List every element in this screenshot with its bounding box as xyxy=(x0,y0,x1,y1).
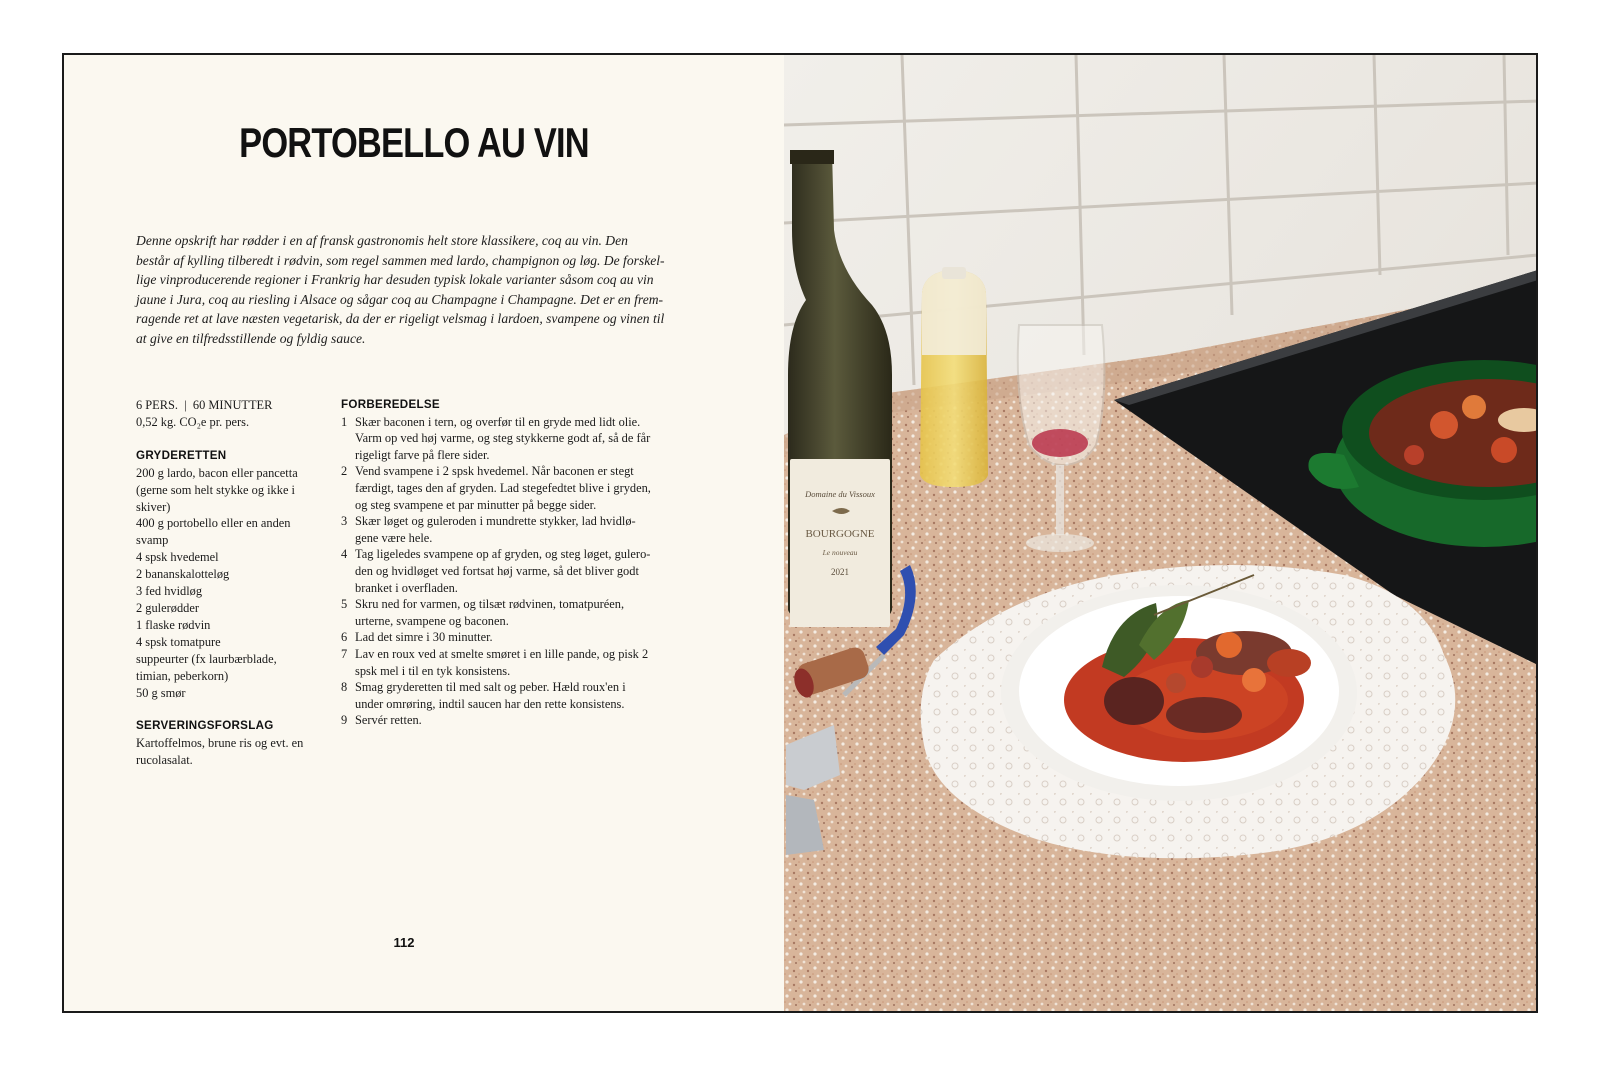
intro-line: jaune i Jura, coq au riesling i Alsace og sågar coq au Champagne i Champagne. Det er en frem- xyxy=(136,291,664,307)
step-line: Lav en roux ved at smelte smøret i en lille pande, og pisk 2 xyxy=(355,646,649,661)
ingredient-line: 1 flaske rødvin xyxy=(136,617,211,632)
ingredient-list xyxy=(136,465,336,702)
step-text xyxy=(355,629,493,646)
prep-heading: FORBEREDELSE xyxy=(341,398,440,411)
step-line: branket i overfladen. xyxy=(355,580,458,595)
recipe-title: PORTOBELLO AU VIN xyxy=(239,119,589,166)
intro-line: at give en tilfredsstillende og fyldig sauce. xyxy=(136,330,366,346)
intro-line: består af kylling tilberedt i rødvin, som regel sammen med lardo, champignon og løg. De forskel- xyxy=(136,252,665,268)
oil-bottle xyxy=(920,267,988,487)
prep-step xyxy=(341,463,681,513)
recipe-page xyxy=(64,55,802,1011)
step-number: 5 xyxy=(341,597,348,612)
step-line: den og hvidløget ved fortsat høj varme, så det bliver godt xyxy=(355,563,639,578)
step-line: Vend svampene i 2 spsk hvedemel. Når baconen er stegt xyxy=(355,464,634,479)
prep-step xyxy=(341,546,681,596)
step-text xyxy=(355,596,624,629)
prep-step xyxy=(341,712,681,729)
step-number: 6 xyxy=(341,630,348,645)
step-line: gene være hele. xyxy=(355,530,433,545)
step-text xyxy=(355,712,422,729)
book-spread xyxy=(62,53,1538,1013)
step-line: Skru ned for varmen, og tilsæt rødvinen, tomatpuréen, xyxy=(355,597,625,612)
label-year: 2021 xyxy=(831,567,849,577)
ingredient-line: 400 g portobello eller en anden xyxy=(136,516,291,531)
step-number: 1 xyxy=(341,414,348,429)
step-text xyxy=(355,513,636,546)
step-line: Skær løget og guleroden i mundrette stykker, lad hvidlø- xyxy=(355,514,636,529)
step-text xyxy=(355,546,650,596)
step-number: 9 xyxy=(341,713,348,728)
dish-photo xyxy=(784,55,1538,1011)
prep-step xyxy=(341,596,681,629)
ingredient-line: 200 g lardo, bacon eller pancetta xyxy=(136,465,298,480)
ingredient-line: 2 gulerødder xyxy=(136,600,199,615)
ingredient-line: 50 g smør xyxy=(136,685,186,700)
step-text xyxy=(355,679,626,712)
prep-step xyxy=(341,513,681,546)
step-line: Varm op ved høj varme, og steg stykkerne godt af, så de får xyxy=(355,431,651,446)
step-number: 4 xyxy=(341,547,348,562)
prep-step xyxy=(341,414,681,464)
step-number: 3 xyxy=(341,514,348,529)
step-text xyxy=(355,414,650,464)
prep-step xyxy=(341,629,681,646)
step-line: urterne, svampene og baconen. xyxy=(355,613,509,628)
step-text xyxy=(355,646,648,679)
serving-heading: SERVERINGSFORSLAG xyxy=(136,719,274,733)
page-number: 112 xyxy=(393,935,415,950)
step-line: Tag ligeledes svampene op af gryden, og steg løget, gulero- xyxy=(355,547,651,562)
step-line: og steg svampene et par minutter på begge sider. xyxy=(355,497,597,512)
step-line: spsk mel i til en tyk konsistens. xyxy=(355,663,511,678)
label-cuvee: Le nouveau xyxy=(822,548,858,557)
intro-line: ragende ret at lave næsten vegetarisk, da der er rigeligt velsmag i lardoen, svampene og vinen til xyxy=(136,311,665,327)
servings-time: 6 PERS. | 60 MINUTTER xyxy=(136,398,273,412)
step-number: 2 xyxy=(341,464,348,479)
step-line: rigeligt farve på flere sider. xyxy=(355,447,490,462)
ingredient-line: timian, peberkorn) xyxy=(136,668,229,683)
intro-line: Denne opskrift har rødder i en af fransk gastronomis helt store klassikere, coq au vin. Den xyxy=(136,233,628,248)
step-line: Lad det simre i 30 minutter. xyxy=(355,630,493,645)
ingredient-line: 3 fed hvidløg xyxy=(136,584,203,599)
step-line: Smag gryderetten til med salt og peber. Hæld roux'en i xyxy=(355,680,626,695)
co2-footprint: 0,52 kg. CO₂e pr. pers. xyxy=(136,414,250,429)
ingredient-line: skiver) xyxy=(136,499,171,514)
step-line: Skær baconen i tern, og overfør til en gryde med lidt olie. xyxy=(355,414,641,429)
prep-step xyxy=(341,679,681,712)
ingredient-line: 4 spsk tomatpure xyxy=(136,634,221,649)
step-line: færdigt, tages den af gryden. Lad stegefedtet blive i gryden, xyxy=(355,480,651,495)
step-text xyxy=(355,463,651,513)
serving-line: rucolasalat. xyxy=(136,753,193,768)
ingredients-column xyxy=(136,397,336,769)
ingredient-line: svamp xyxy=(136,533,169,548)
intro-line: lige vinproducerende regioner i Frankrig har desuden typisk lokale varianter såsom coq au vin xyxy=(136,272,654,288)
prep-step xyxy=(341,646,681,679)
step-number: 8 xyxy=(341,680,348,695)
ingredient-line: (gerne som helt stykke og ikke i xyxy=(136,482,295,497)
ingredient-line: 2 bananskalotteløg xyxy=(136,567,230,582)
ingredient-line: 4 spsk hvedemel xyxy=(136,550,219,565)
ingredient-line: suppeurter (fx laurbærblade, xyxy=(136,651,277,666)
serving-line: Kartoffelmos, brune ris og evt. en xyxy=(136,736,304,751)
step-number: 7 xyxy=(341,646,348,661)
preparation-column xyxy=(341,397,681,729)
label-brand: Domaine du Vissoux xyxy=(805,489,875,499)
step-line: under omrøring, indtil saucen har den rette konsistens. xyxy=(355,696,625,711)
stew-heading: GRYDERETTEN xyxy=(136,448,227,462)
step-line: Servér retten. xyxy=(355,713,422,728)
label-region: BOURGOGNE xyxy=(805,528,875,540)
recipe-intro xyxy=(136,231,704,349)
